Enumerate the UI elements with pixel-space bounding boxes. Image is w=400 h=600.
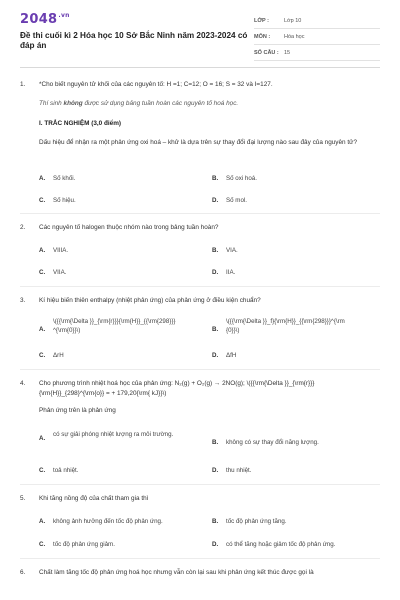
option-text: không ảnh hưởng đến tốc độ phản ứng.: [53, 518, 163, 525]
question-divider: [20, 286, 380, 287]
option-letter: D.: [212, 197, 219, 204]
option-letter: A.: [39, 175, 46, 182]
option-letter: B.: [212, 247, 219, 254]
question-text: Khi tăng nồng độ của chất tham gia thì: [39, 495, 149, 502]
note-bold: không: [63, 100, 83, 107]
option-letter: A.: [39, 247, 46, 254]
question-number: 3.: [20, 297, 26, 304]
option-letter: A.: [39, 518, 46, 525]
option-text: \({{\rm{\Delta }}_{\rm{r}}}{\rm{H}}_{{\rm{298}}}^{\rm{0}}\): [53, 318, 176, 334]
question-number: 6.: [20, 569, 26, 576]
option-letter: D.: [212, 269, 219, 276]
note-post: được sử dụng bảng tuần hoàn các nguyên tố hoá học.: [82, 100, 239, 107]
exam-title: Đề thi cuối kì 2 Hóa học 10 Sở Bắc Ninh năm 2023-2024 có đáp án: [20, 31, 248, 50]
question-text: Các nguyên tố halogen thuộc nhóm nào trong bảng tuần hoàn?: [39, 224, 219, 231]
option-letter: A.: [39, 435, 46, 442]
meta-subject-key: MÔN :: [254, 34, 271, 40]
option-letter: B.: [212, 326, 219, 333]
option-letter: D.: [212, 352, 219, 359]
option-text: không có sự thay đổi năng lượng.: [226, 439, 319, 446]
option-text: Số khối.: [53, 175, 76, 182]
option-text: IIA.: [226, 269, 236, 276]
section-title: I. TRẮC NGHIỆM (3,0 điểm): [39, 120, 122, 127]
option-letter: B.: [212, 439, 219, 446]
option-letter: C.: [39, 467, 46, 474]
question-divider: [20, 213, 380, 214]
question-text-line1: Cho phương trình nhiệt hoá học của phản ứng: N₂(g) + O₂(g) → 2NO(g); \({{\rm{\Delta }}_{\rm{r}}}: [39, 380, 315, 387]
option-text: ΔrH: [53, 352, 64, 359]
question-number: 4.: [20, 380, 26, 387]
option-text: VIIIA.: [53, 247, 69, 254]
logo-suffix: .vn: [58, 12, 70, 19]
option-text: Số oxi hoá.: [226, 175, 257, 182]
option-text: toả nhiệt.: [53, 467, 79, 474]
site-logo[interactable]: [20, 12, 70, 27]
option-text: Số hiệu.: [53, 197, 76, 204]
page-header: [0, 0, 400, 64]
question-text: Dấu hiệu để nhận ra một phản ứng oxi hoá – khử là dựa trên sự thay đổi đại lượng nào sau đây của nguyên tử?: [39, 139, 357, 146]
question-intro: *Cho biết nguyên tử khối của các nguyên tố: H =1; C=12; O = 16; S = 32 và I=127.: [39, 81, 273, 88]
question-divider: [20, 558, 380, 559]
option-text: có sự giải phóng nhiệt lượng ra môi trường.: [53, 431, 174, 438]
question-divider: [20, 484, 380, 485]
meta-count-value: 15: [284, 50, 291, 56]
header-divider: [20, 67, 380, 68]
meta-class-row: [254, 14, 380, 29]
option-text: VIIA.: [53, 269, 67, 276]
option-text: thu nhiệt.: [226, 467, 252, 474]
question-divider: [20, 369, 380, 370]
meta-count-row: [254, 46, 380, 61]
question-number: 1.: [20, 81, 26, 88]
meta-subject-row: [254, 30, 380, 45]
question-stem: Phản ứng trên là phản ứng: [39, 407, 116, 414]
option-text: Số mol.: [226, 197, 247, 204]
option-letter: C.: [39, 541, 46, 548]
meta-subject-value: Hóa học: [284, 34, 305, 40]
note-pre: Thí sinh: [39, 100, 64, 107]
option-text: tốc độ phản ứng tăng.: [226, 518, 287, 525]
option-letter: A.: [39, 326, 46, 333]
option-text: tốc độ phản ứng giảm.: [53, 541, 115, 548]
meta-class-value: Lớp 10: [284, 18, 302, 24]
option-letter: B.: [212, 518, 219, 525]
logo-text: 2048: [20, 12, 58, 27]
option-letter: C.: [39, 352, 46, 359]
option-text: \({{\rm{\Delta }}_f}{\rm{H}}_{{\rm{298}}}^{\rm{0}}\): [226, 318, 345, 334]
option-letter: D.: [212, 467, 219, 474]
question-number: 5.: [20, 495, 26, 502]
option-text: có thể tăng hoặc giảm tốc độ phản ứng.: [226, 541, 336, 548]
option-letter: D.: [212, 541, 219, 548]
question-note: [39, 99, 372, 108]
option-text: ΔfH: [226, 352, 237, 359]
option-letter: C.: [39, 197, 46, 204]
option-letter: C.: [39, 269, 46, 276]
question-text: Chất làm tăng tốc độ phản ứng hoá học nhưng vẫn còn lại sau khi phản ứng kết thúc được gọi là: [39, 569, 314, 576]
question-number: 2.: [20, 224, 26, 231]
question-text: Kí hiệu biến thiên enthalpy (nhiệt phản ứng) của phản ứng ở điều kiện chuẩn?: [39, 297, 261, 304]
question-text-line2: {\rm{H}}_{298}^{\rm{o}} = + 179,20{\rm{ kJ}}\): [39, 390, 167, 397]
option-text: VIA.: [226, 247, 238, 254]
option-letter: B.: [212, 175, 219, 182]
meta-class-key: LỚP :: [254, 18, 269, 24]
meta-count-key: SỐ CÂU :: [254, 50, 279, 56]
